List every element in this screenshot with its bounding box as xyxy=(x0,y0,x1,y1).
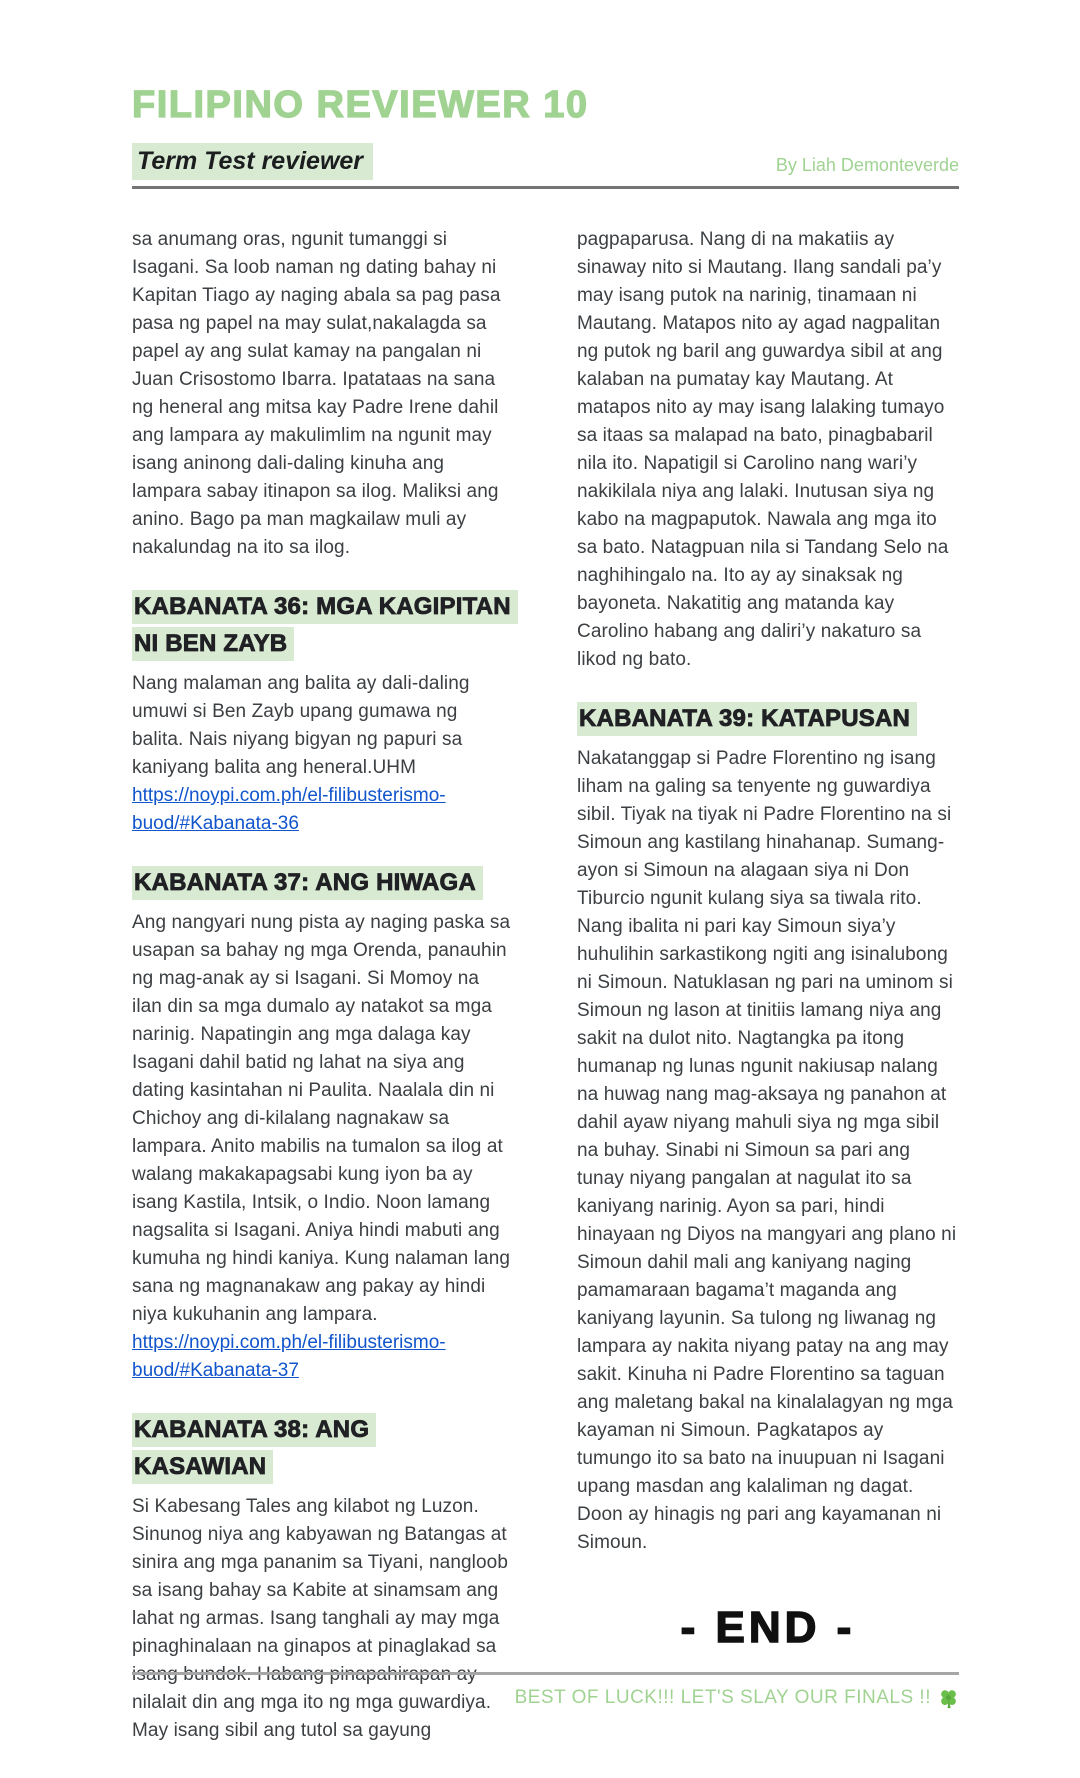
end-marker: - END - xyxy=(680,1603,856,1652)
left-column xyxy=(132,226,514,1745)
document-header xyxy=(132,84,959,180)
body-paragraph: Nakatanggap si Padre Florentino ng isang liham na galing sa tenyente ng guwardiya sibil. Tiyak na tiyak ni Padre Florentino na si Simoun ang kastilang hinahanap. Sumang-ayon si Simoun na alagaan siya ni Don Tiburcio ngunit kulang siya sa tiwala rito. Nang ibalita ni pari kay Simoun siya’y huhulihin sarkastikong ngiti ang isinalubong ni Simoun. Natuklasan ng pari na uminom si Simoun ng lason at tinitiis lamang niya ang sakit na dulot nito. Nagtangka pa itong humanap ng lunas ngunit nakiusap nalang na huwag nang mag-aksaya ng panahon at dahil ayaw niyang mahuli siya ng mga sibil na buhay. Sinabi ni Simoun sa pari ang tunay niyang pangalan at nagulat ito sa kaniyang narinig. Ayon sa pari, hindi hinayaan ng Diyos na mangyari ang plano ni Simoun dahil mali ang kaniyang naging pamamaraan bagama’t maganda ang kaniyang layunin. Sa tulong ng liwanag ng lampara ay nakita niyang patay na ang may sakit. Kinuha ni Padre Florentino sa taguan ang maletang bakal na kinalalagyan ng mga kayaman ni Simoun. Pagkatapos ay tumungo ito sa bato na inuupuan ni Isagani upang masdan ang kalaliman ng dagat. Doon ay hinagis ng pari ang kayamanan ni Simoun. xyxy=(577,748,957,1553)
two-column-body xyxy=(132,226,959,1745)
chapter-heading-text: KABANATA 36: MGA KAGIPITAN NI BEN ZAYB xyxy=(132,590,518,661)
right-column xyxy=(577,226,959,1653)
chapter-heading-text: KABANATA 37: ANG HIWAGA xyxy=(132,866,483,900)
clover-icon xyxy=(938,1688,959,1709)
subtitle-row xyxy=(132,143,959,180)
link-paragraph xyxy=(132,782,514,838)
body-paragraph: Ang nangyari nung pista ay naging paska sa usapan sa bahay ng mga Orenda, panauhin ng mag-anak ay si Isagani. Si Momoy na ilan din sa mga dumalo ay natakot sa mga narinig. Napatingin ang mga dalaga kay Isagani dahil batid ng lahat na siya ang dating kasintahan ni Paulita. Naalala din ni Chichoy ang di-kilalang nagnakaw sa lampara. Anito mabilis na tumalon sa ilog at walang makakapagsabi kung iyon ba ay isang Kastila, Intsik, o Indio. Noon lamang nagsalita si Isagani. Aniya hindi mabuti ang kumuha ng hindi kaniya. Kung nalaman lang sana ng magnanakaw ang pakay ay hindi niya kukuhanin ang lampara. xyxy=(132,912,511,1325)
chapter-heading-text: KABANATA 38: ANG KASAWIAN xyxy=(132,1413,376,1484)
page-title: FILIPINO REVIEWER 10 xyxy=(132,84,589,126)
footer-divider xyxy=(132,1672,959,1675)
body-paragraph: Nang malaman ang balita ay dali-daling umuwi si Ben Zayb upang gumawa ng balita. Nais niyang bigyan ng papuri sa kaniyang balita ang heneral.UHM xyxy=(132,673,470,778)
document-footer xyxy=(132,1672,959,1709)
chapter-heading xyxy=(132,1411,514,1485)
header-divider xyxy=(132,186,959,189)
chapter-heading xyxy=(132,588,514,662)
body-paragraph: pagpaparusa. Nang di na makatiis ay sinaway nito si Mautang. Ilang sandali pa’y may isang putok na narinig, tinamaan ni Mautang. Matapos nito ay agad nagpalitan ng putok ng baril ang guwardya sibil at ang kalaban na pumatay kay Mautang. At matapos nito ay may isang lalaking tumayo sa itaas sa malapad na bato, pinagbabaril nila ito. Napatigil si Carolino nang wari’y nakikilala niya ang lalaki. Inutusan siya ng kabo na magpaputok. Nawala ang mga ito sa bato. Natagpuan nila si Tandang Selo na naghihingalo na. Ito ay ay sinaksak ng bayoneta. Nakatitig ang matanda kay Carolino habang ang daliri’y nakaturo sa likod ng bato. xyxy=(577,229,949,670)
chapter-source-link[interactable]: https://noypi.com.ph/el-filibusterismo-buod/#Kabanata-37 xyxy=(132,1332,446,1381)
document-subtitle: Term Test reviewer xyxy=(132,143,373,180)
chapter-heading-text: KABANATA 39: KATAPUSAN xyxy=(577,702,917,736)
body-paragraph: sa anumang oras, ngunit tumanggi si Isagani. Sa loob naman ng dating bahay ni Kapitan Tiago ay naging abala sa pag pasa pasa ng papel na may sulat,nakalagda sa papel ay ang sulat kamay na pangalan ni Juan Crisostomo Ibarra. Ipatataas na sana ng heneral ang mitsa kay Padre Irene dahil ang lampara ay makulimlim na ngunit may isang aninong dali-daling kinuha ang lampara sabay itinapon sa ilog. Maliksi ang anino. Bago pa man magkailaw muli ay nakalundag na ito sa ilog. xyxy=(132,229,501,558)
footer-message-row xyxy=(132,1687,959,1709)
chapter-heading xyxy=(577,700,959,737)
author-byline: By Liah Demonteverde xyxy=(775,155,959,175)
footer-message: BEST OF LUCK!!! LET'S SLAY OUR FINALS !! xyxy=(514,1687,931,1708)
chapter-heading xyxy=(132,864,514,901)
body-paragraph: Si Kabesang Tales ang kilabot ng Luzon. Sinunog niya ang kabyawan ng Batangas at sinira ang mga pananim sa Tiyani, nangloob sa isang bahay sa Kabite at sinamsam ang lahat ng armas. Isang tanghali ay may mga pinaghinalaan na ginapos at pinaglakad sa isang bundok. Habang pinapahirapan ay nilalait din ang mga ito ng mga guwardiya. May isang sibil ang tutol sa gayung xyxy=(132,1496,508,1741)
link-paragraph xyxy=(132,1329,514,1385)
chapter-source-link[interactable]: https://noypi.com.ph/el-filibusterismo-buod/#Kabanata-36 xyxy=(132,785,446,834)
